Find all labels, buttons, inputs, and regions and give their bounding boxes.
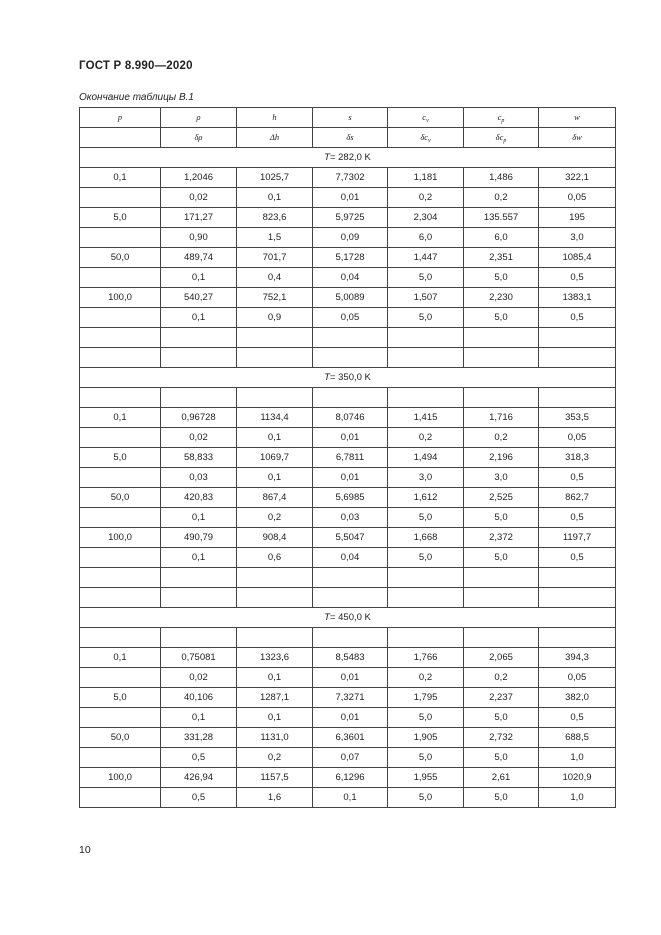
value-cell: 1,2046	[161, 168, 237, 188]
temperature-symbol: T	[324, 151, 330, 163]
header-subscript: p	[501, 118, 505, 125]
blank-cell	[161, 588, 237, 608]
uncertainty-cell: 0,5	[539, 508, 616, 528]
column-header	[80, 128, 161, 148]
blank-cell	[464, 388, 539, 408]
temperature-value: = 350,0 K	[329, 371, 371, 383]
uncertainty-cell: 5,0	[464, 748, 539, 768]
blank-cell	[464, 628, 539, 648]
value-cell: 322,1	[539, 168, 616, 188]
value-cell: 1025,7	[237, 168, 313, 188]
value-cell: 540,27	[161, 288, 237, 308]
value-cell: 171,27	[161, 208, 237, 228]
value-cell: 1,447	[388, 248, 464, 268]
uncertainty-row	[80, 548, 616, 568]
value-cell: 8,5483	[313, 648, 388, 668]
column-header	[80, 108, 161, 128]
pressure-cell: 50,0	[80, 248, 161, 268]
blank-cell	[464, 328, 539, 348]
blank-cell	[80, 628, 161, 648]
value-cell: 1085,4	[539, 248, 616, 268]
column-header	[161, 108, 237, 128]
uncertainty-cell: 5,0	[388, 548, 464, 568]
temperature-row	[80, 368, 616, 388]
uncertainty-cell: 0,03	[161, 468, 237, 488]
value-cell: 1,905	[388, 728, 464, 748]
pressure-cell: 100,0	[80, 288, 161, 308]
value-cell: 426,94	[161, 768, 237, 788]
uncertainty-cell: 0,2	[388, 428, 464, 448]
value-row	[80, 288, 616, 308]
value-cell: 1323,6	[237, 648, 313, 668]
blank-cell	[237, 328, 313, 348]
uncertainty-cell: 0,01	[313, 468, 388, 488]
blank-cell	[237, 588, 313, 608]
column-header	[388, 128, 464, 148]
value-cell: 2,525	[464, 488, 539, 508]
uncertainty-cell: 0,1	[237, 668, 313, 688]
uncertainty-cell: 0,4	[237, 268, 313, 288]
uncertainty-cell: 0,2	[464, 188, 539, 208]
column-header	[313, 108, 388, 128]
value-cell: 1134,4	[237, 408, 313, 428]
uncertainty-cell: 0,1	[237, 708, 313, 728]
blank-cell	[80, 228, 161, 248]
value-cell: 5,9725	[313, 208, 388, 228]
value-cell: 6,3601	[313, 728, 388, 748]
uncertainty-cell: 5,0	[464, 308, 539, 328]
blank-cell	[539, 588, 616, 608]
blank-cell	[464, 568, 539, 588]
uncertainty-cell: 0,5	[539, 308, 616, 328]
uncertainty-cell: 5,0	[464, 788, 539, 808]
blank-cell	[80, 548, 161, 568]
header-symbol: c	[497, 112, 502, 123]
uncertainty-cell: 5,0	[388, 788, 464, 808]
uncertainty-cell: 6,0	[464, 228, 539, 248]
blank-cell	[80, 428, 161, 448]
value-cell: 823,6	[237, 208, 313, 228]
uncertainty-cell: 0,1	[161, 308, 237, 328]
uncertainty-cell: 0,5	[539, 468, 616, 488]
blank-cell	[388, 388, 464, 408]
value-cell: 1,415	[388, 408, 464, 428]
pressure-cell: 100,0	[80, 528, 161, 548]
pressure-cell: 0,1	[80, 408, 161, 428]
value-cell: 1,494	[388, 448, 464, 468]
value-cell: 1197,7	[539, 528, 616, 548]
header-symbol: w	[574, 112, 580, 123]
uncertainty-cell: 0,5	[539, 548, 616, 568]
value-cell: 8,0746	[313, 408, 388, 428]
blank-cell	[539, 568, 616, 588]
uncertainty-cell: 0,01	[313, 708, 388, 728]
value-cell: 2,732	[464, 728, 539, 748]
uncertainty-row	[80, 708, 616, 728]
uncertainty-row	[80, 428, 616, 448]
value-cell: 5,1728	[313, 248, 388, 268]
column-header	[539, 128, 616, 148]
header-symbol: p	[117, 112, 123, 123]
value-cell: 1,716	[464, 408, 539, 428]
value-row	[80, 488, 616, 508]
document-id: ГОСТ Р 8.990—2020	[79, 60, 193, 72]
value-cell: 2,230	[464, 288, 539, 308]
header-row-uncertainty	[80, 128, 616, 148]
value-cell: 1131,0	[237, 728, 313, 748]
uncertainty-cell: 0,5	[539, 268, 616, 288]
value-cell: 1383,1	[539, 288, 616, 308]
value-cell: 1020,9	[539, 768, 616, 788]
column-header	[464, 128, 539, 148]
value-cell: 2,372	[464, 528, 539, 548]
value-cell: 2,237	[464, 688, 539, 708]
value-cell: 5,0089	[313, 288, 388, 308]
page-number: 10	[79, 844, 91, 856]
blank-cell	[313, 568, 388, 588]
column-header	[237, 108, 313, 128]
pressure-cell: 100,0	[80, 768, 161, 788]
header-symbol: δρ	[194, 132, 203, 143]
pressure-cell: 50,0	[80, 488, 161, 508]
value-cell: 701,7	[237, 248, 313, 268]
value-cell: 331,28	[161, 728, 237, 748]
blank-cell	[80, 328, 161, 348]
blank-cell	[237, 628, 313, 648]
blank-cell	[161, 328, 237, 348]
blank-cell	[80, 668, 161, 688]
value-row	[80, 688, 616, 708]
value-cell: 135.557	[464, 208, 539, 228]
temperature-row	[80, 608, 616, 628]
value-cell: 394,3	[539, 648, 616, 668]
value-cell: 6,7811	[313, 448, 388, 468]
value-cell: 318,3	[539, 448, 616, 468]
blank-cell	[539, 348, 616, 368]
value-row	[80, 248, 616, 268]
value-cell: 862,7	[539, 488, 616, 508]
blank-cell	[161, 628, 237, 648]
temperature-value: = 450,0 K	[329, 611, 371, 623]
uncertainty-cell: 0,1	[161, 708, 237, 728]
blank-cell	[313, 348, 388, 368]
temperature-label	[80, 608, 616, 628]
temperature-label	[80, 368, 616, 388]
column-header	[539, 108, 616, 128]
blank-cell	[161, 348, 237, 368]
value-cell: 58,833	[161, 448, 237, 468]
temperature-symbol: T	[324, 611, 330, 623]
uncertainty-cell: 5,0	[388, 268, 464, 288]
value-cell: 489,74	[161, 248, 237, 268]
uncertainty-row	[80, 508, 616, 528]
uncertainty-cell: 0,1	[161, 268, 237, 288]
uncertainty-cell: 1,0	[539, 788, 616, 808]
temperature-row	[80, 148, 616, 168]
value-row	[80, 208, 616, 228]
value-cell: 867,4	[237, 488, 313, 508]
header-symbol: h	[272, 112, 277, 123]
uncertainty-cell: 0,05	[539, 188, 616, 208]
value-cell: 1,955	[388, 768, 464, 788]
uncertainty-cell: 0,04	[313, 268, 388, 288]
uncertainty-cell: 5,0	[388, 508, 464, 528]
value-row	[80, 168, 616, 188]
uncertainty-row	[80, 308, 616, 328]
value-cell: 752,1	[237, 288, 313, 308]
blank-cell	[80, 268, 161, 288]
uncertainty-row	[80, 268, 616, 288]
table-caption: Окончание таблицы В.1	[79, 92, 194, 103]
blank-cell	[388, 328, 464, 348]
uncertainty-row	[80, 468, 616, 488]
value-row	[80, 528, 616, 548]
uncertainty-cell: 5,0	[464, 268, 539, 288]
value-cell: 2,351	[464, 248, 539, 268]
header-subscript: v	[428, 138, 431, 145]
blank-cell	[539, 328, 616, 348]
header-subscript: p	[503, 138, 507, 145]
blank-cell	[161, 388, 237, 408]
uncertainty-cell: 0,2	[237, 508, 313, 528]
uncertainty-cell: 0,05	[313, 308, 388, 328]
blank-cell	[237, 388, 313, 408]
value-row	[80, 648, 616, 668]
uncertainty-cell: 0,1	[237, 188, 313, 208]
pressure-cell: 5,0	[80, 208, 161, 228]
blank-cell	[388, 588, 464, 608]
blank-row	[80, 348, 616, 368]
uncertainty-cell: 1,5	[237, 228, 313, 248]
pressure-cell: 5,0	[80, 448, 161, 468]
value-cell: 1,795	[388, 688, 464, 708]
uncertainty-cell: 0,1	[161, 548, 237, 568]
value-cell: 40,106	[161, 688, 237, 708]
value-cell: 353,5	[539, 408, 616, 428]
uncertainty-cell: 0,5	[539, 708, 616, 728]
value-cell: 382,0	[539, 688, 616, 708]
uncertainty-row	[80, 228, 616, 248]
column-header	[237, 128, 313, 148]
uncertainty-cell: 3,0	[539, 228, 616, 248]
column-header	[388, 108, 464, 128]
uncertainty-cell: 5,0	[464, 508, 539, 528]
value-row	[80, 768, 616, 788]
blank-cell	[464, 348, 539, 368]
uncertainty-cell: 0,02	[161, 668, 237, 688]
uncertainty-cell: 0,5	[161, 788, 237, 808]
uncertainty-cell: 0,02	[161, 428, 237, 448]
value-cell: 7,3271	[313, 688, 388, 708]
uncertainty-cell: 0,05	[539, 428, 616, 448]
column-header	[161, 128, 237, 148]
blank-cell	[80, 508, 161, 528]
uncertainty-cell: 5,0	[388, 748, 464, 768]
uncertainty-cell: 0,04	[313, 548, 388, 568]
blank-row	[80, 328, 616, 348]
value-cell: 1,507	[388, 288, 464, 308]
blank-cell	[388, 628, 464, 648]
uncertainty-cell: 0,2	[464, 668, 539, 688]
uncertainty-cell: 0,02	[161, 188, 237, 208]
uncertainty-cell: 0,1	[237, 468, 313, 488]
uncertainty-cell: 0,07	[313, 748, 388, 768]
temperature-value: = 282,0 K	[329, 151, 371, 163]
uncertainty-cell: 0,01	[313, 428, 388, 448]
blank-row	[80, 388, 616, 408]
uncertainty-cell: 0,9	[237, 308, 313, 328]
uncertainty-cell: 0,2	[388, 188, 464, 208]
blank-cell	[313, 388, 388, 408]
uncertainty-cell: 0,01	[313, 188, 388, 208]
blank-cell	[539, 388, 616, 408]
blank-cell	[80, 748, 161, 768]
data-table	[79, 107, 616, 808]
value-cell: 7,7302	[313, 168, 388, 188]
header-symbol: δc	[495, 132, 504, 143]
blank-cell	[539, 628, 616, 648]
value-cell: 1157,5	[237, 768, 313, 788]
value-cell: 1,668	[388, 528, 464, 548]
blank-cell	[313, 328, 388, 348]
blank-row	[80, 628, 616, 648]
uncertainty-cell: 0,2	[388, 668, 464, 688]
blank-cell	[313, 588, 388, 608]
value-cell: 1,181	[388, 168, 464, 188]
uncertainty-cell: 0,2	[464, 428, 539, 448]
uncertainty-cell: 0,6	[237, 548, 313, 568]
header-symbol: δw	[572, 132, 582, 143]
pressure-cell: 5,0	[80, 688, 161, 708]
temperature-symbol: T	[324, 371, 330, 383]
header-row-symbols	[80, 108, 616, 128]
header-symbol: Δh	[269, 132, 280, 143]
uncertainty-cell: 3,0	[388, 468, 464, 488]
blank-row	[80, 588, 616, 608]
value-cell: 1,612	[388, 488, 464, 508]
header-symbol: c	[422, 112, 427, 123]
uncertainty-row	[80, 188, 616, 208]
blank-cell	[313, 628, 388, 648]
uncertainty-cell: 0,09	[313, 228, 388, 248]
blank-cell	[464, 588, 539, 608]
blank-cell	[388, 348, 464, 368]
blank-cell	[161, 568, 237, 588]
blank-cell	[80, 348, 161, 368]
uncertainty-cell: 0,1	[161, 508, 237, 528]
blank-cell	[237, 348, 313, 368]
blank-cell	[80, 588, 161, 608]
value-row	[80, 408, 616, 428]
uncertainty-cell: 6,0	[388, 228, 464, 248]
value-cell: 2,304	[388, 208, 464, 228]
value-cell: 1,486	[464, 168, 539, 188]
blank-cell	[388, 568, 464, 588]
uncertainty-cell: 0,01	[313, 668, 388, 688]
value-row	[80, 728, 616, 748]
header-symbol: s	[348, 112, 352, 123]
value-cell: 195	[539, 208, 616, 228]
value-cell: 2,196	[464, 448, 539, 468]
uncertainty-row	[80, 748, 616, 768]
table-body	[80, 108, 616, 808]
uncertainty-cell: 5,0	[388, 308, 464, 328]
uncertainty-row	[80, 788, 616, 808]
blank-cell	[80, 468, 161, 488]
pressure-cell: 0,1	[80, 168, 161, 188]
value-cell: 2,065	[464, 648, 539, 668]
blank-cell	[80, 188, 161, 208]
blank-cell	[237, 568, 313, 588]
uncertainty-cell: 1,6	[237, 788, 313, 808]
blank-row	[80, 568, 616, 588]
temperature-label	[80, 148, 616, 168]
column-header	[313, 128, 388, 148]
value-cell: 2,61	[464, 768, 539, 788]
value-cell: 1,766	[388, 648, 464, 668]
uncertainty-cell: 0,05	[539, 668, 616, 688]
header-symbol: δs	[346, 132, 354, 143]
pressure-cell: 0,1	[80, 648, 161, 668]
header-symbol: ρ	[196, 112, 201, 123]
value-cell: 5,5047	[313, 528, 388, 548]
header-subscript: v	[426, 118, 429, 125]
header-symbol: δc	[420, 132, 429, 143]
uncertainty-cell: 0,1	[237, 428, 313, 448]
blank-cell	[80, 388, 161, 408]
value-cell: 688,5	[539, 728, 616, 748]
uncertainty-cell: 0,2	[237, 748, 313, 768]
value-cell: 1287,1	[237, 688, 313, 708]
value-cell: 490,79	[161, 528, 237, 548]
uncertainty-row	[80, 668, 616, 688]
blank-cell	[80, 788, 161, 808]
uncertainty-cell: 3,0	[464, 468, 539, 488]
value-cell: 5,6985	[313, 488, 388, 508]
uncertainty-cell: 5,0	[388, 708, 464, 728]
column-header	[464, 108, 539, 128]
blank-cell	[80, 568, 161, 588]
uncertainty-cell: 5,0	[464, 548, 539, 568]
value-cell: 1069,7	[237, 448, 313, 468]
value-cell: 6,1296	[313, 768, 388, 788]
value-cell: 0,96728	[161, 408, 237, 428]
uncertainty-cell: 0,1	[313, 788, 388, 808]
uncertainty-cell: 1,0	[539, 748, 616, 768]
uncertainty-cell: 0,5	[161, 748, 237, 768]
value-cell: 0,75081	[161, 648, 237, 668]
uncertainty-cell: 5,0	[464, 708, 539, 728]
uncertainty-cell: 0,90	[161, 228, 237, 248]
value-row	[80, 448, 616, 468]
value-cell: 908,4	[237, 528, 313, 548]
value-cell: 420,83	[161, 488, 237, 508]
uncertainty-cell: 0,03	[313, 508, 388, 528]
blank-cell	[80, 708, 161, 728]
blank-cell	[80, 308, 161, 328]
pressure-cell: 50,0	[80, 728, 161, 748]
